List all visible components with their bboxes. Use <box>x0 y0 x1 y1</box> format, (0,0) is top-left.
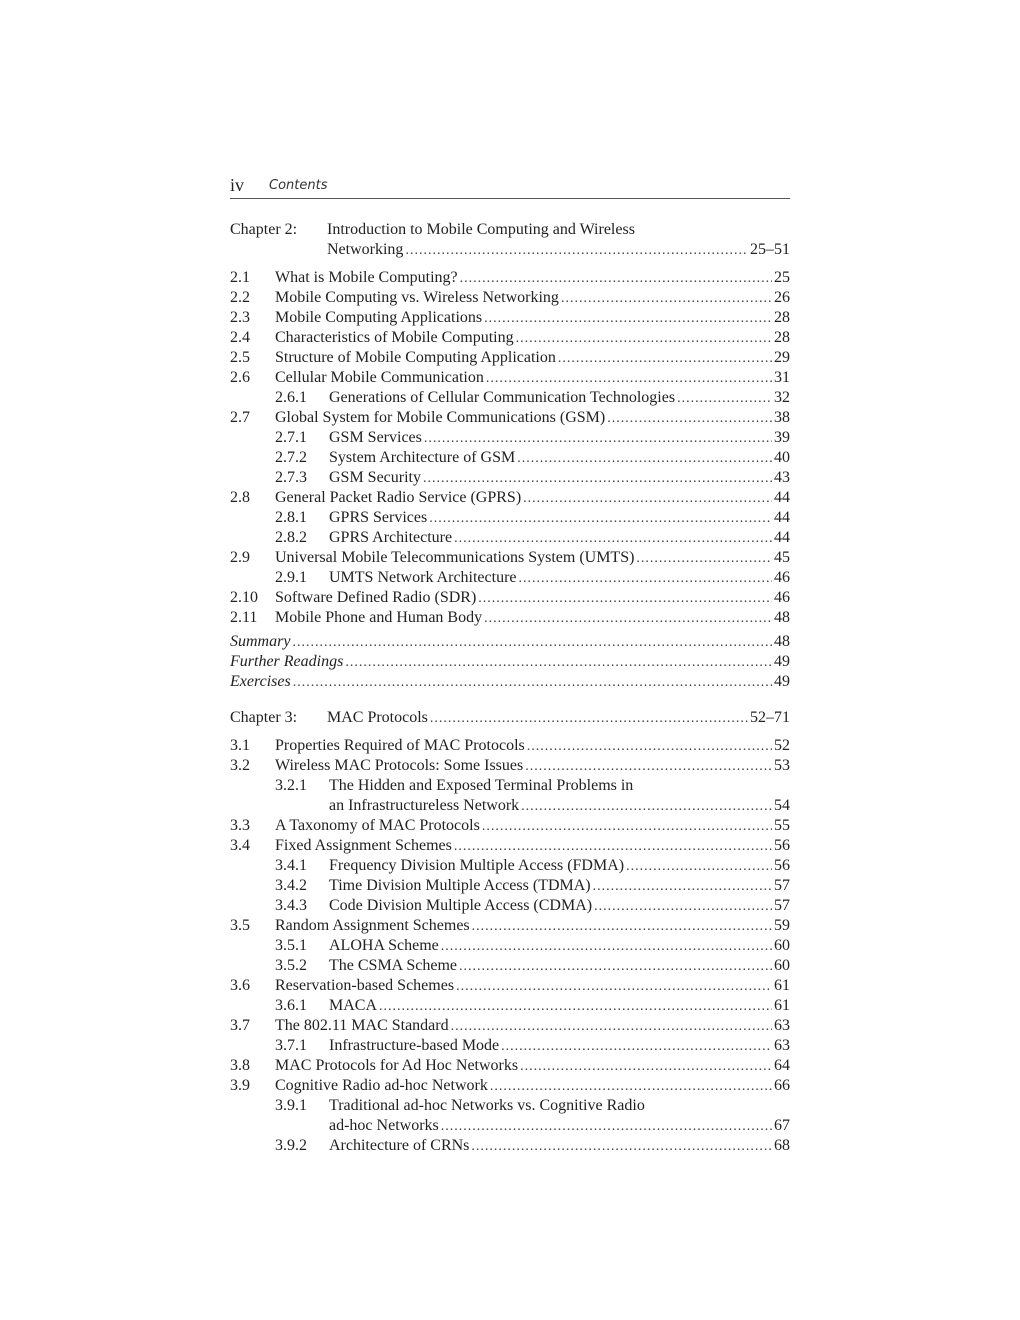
page-number: 66 <box>774 1077 790 1094</box>
leader-dots <box>484 608 772 629</box>
section-title: Fixed Assignment Schemes <box>275 837 452 854</box>
leader-dots <box>441 936 772 957</box>
page-number: 49 <box>774 673 790 690</box>
section-title: Mobile Computing Applications <box>275 309 483 326</box>
chapter-title-cont: Networking <box>327 241 404 258</box>
leader-dots <box>501 1036 772 1057</box>
toc-subentry-cont <box>230 796 790 816</box>
leader-dots <box>594 896 772 917</box>
section-title: Software Defined Radio (SDR) <box>275 589 477 606</box>
page-number: 56 <box>774 857 790 874</box>
page-number: 63 <box>774 1017 790 1034</box>
leader-dots <box>456 976 772 997</box>
section-title: Frequency Division Multiple Access (FDMA) <box>329 857 625 874</box>
chapter-label: Chapter 2: <box>230 221 298 238</box>
section-title: Properties Required of MAC Protocols <box>275 737 525 754</box>
page-number: 40 <box>774 449 790 466</box>
section-number: 2.8.2 <box>275 529 307 546</box>
section-number: 3.4.2 <box>275 877 307 894</box>
section-number: 2.2 <box>230 289 250 306</box>
leader-dots <box>517 448 772 469</box>
exercises-title: Exercises <box>230 673 291 690</box>
section-title: Characteristics of Mobile Computing <box>275 329 514 346</box>
section-number: 3.5 <box>230 917 250 934</box>
section-title: GSM Security <box>329 469 421 486</box>
leader-dots <box>607 408 772 429</box>
toc-entry <box>230 268 790 288</box>
section-title: Generations of Cellular Communication Technologies <box>329 389 676 406</box>
chapter-pages: 52–71 <box>750 709 790 726</box>
page-number: 44 <box>774 509 790 526</box>
section-title: Infrastructure-based Mode <box>329 1037 500 1054</box>
toc-entry <box>230 916 790 936</box>
section-number: 3.3 <box>230 817 250 834</box>
leader-dots <box>525 756 772 777</box>
leader-dots <box>516 328 772 349</box>
leader-dots <box>523 488 772 509</box>
toc-entry <box>230 1056 790 1076</box>
leader-dots <box>482 816 772 837</box>
section-number: 3.5.1 <box>275 937 307 954</box>
page-number: 32 <box>774 389 790 406</box>
further-readings-title: Further Readings <box>230 653 344 670</box>
leader-dots <box>460 268 772 289</box>
section-title: Code Division Multiple Access (CDMA) <box>329 897 593 914</box>
page-number: 52 <box>774 737 790 754</box>
leader-dots <box>472 916 772 937</box>
leader-dots <box>423 468 772 489</box>
section-title: Architecture of CRNs <box>329 1137 470 1154</box>
leader-dots <box>527 736 772 757</box>
section-number: 3.6.1 <box>275 997 307 1014</box>
section-number: 3.7.1 <box>275 1037 307 1054</box>
leader-dots <box>424 428 772 449</box>
section-number: 3.8 <box>230 1057 250 1074</box>
page-number: 64 <box>774 1057 790 1074</box>
section-title: General Packet Radio Service (GPRS) <box>275 489 522 506</box>
page-number: 38 <box>774 409 790 426</box>
section-title: Traditional ad-hoc Networks vs. Cognitive Radio <box>329 1097 645 1114</box>
toc-subentry <box>230 448 790 468</box>
leader-dots <box>521 796 772 817</box>
section-title: Mobile Phone and Human Body <box>275 609 483 626</box>
page-number: 60 <box>774 957 790 974</box>
section-number: 2.9 <box>230 549 250 566</box>
toc-subentry <box>230 428 790 448</box>
section-number: 2.9.1 <box>275 569 307 586</box>
toc-summary <box>230 632 790 652</box>
toc-entry <box>230 736 790 756</box>
section-title: Global System for Mobile Communications (GSM) <box>275 409 606 426</box>
section-number: 3.9.1 <box>275 1097 307 1114</box>
leader-dots <box>293 672 772 693</box>
section-title: Mobile Computing vs. Wireless Networking <box>275 289 559 306</box>
section-number: 3.2 <box>230 757 250 774</box>
leader-dots <box>430 708 748 729</box>
toc-entry <box>230 408 790 428</box>
section-number: 3.2.1 <box>275 777 307 794</box>
toc-subentry <box>230 1096 790 1116</box>
chapter-2-heading-cont <box>230 240 790 260</box>
toc-entry <box>230 308 790 328</box>
toc-subentry <box>230 896 790 916</box>
section-title: MACA <box>329 997 378 1014</box>
toc-entry <box>230 348 790 368</box>
section-number: 2.1 <box>230 269 250 286</box>
section-number: 3.4.1 <box>275 857 307 874</box>
chapter-title: Introduction to Mobile Computing and Wireless <box>327 221 635 238</box>
section-number: 2.5 <box>230 349 250 366</box>
section-title: Cognitive Radio ad-hoc Network <box>275 1077 488 1094</box>
toc-subentry <box>230 508 790 528</box>
leader-dots <box>519 568 772 589</box>
toc-subentry <box>230 1136 790 1156</box>
section-number: 2.10 <box>230 589 258 606</box>
page-number: 63 <box>774 1037 790 1054</box>
section-number: 2.7.2 <box>275 449 307 466</box>
section-number: 2.8 <box>230 489 250 506</box>
toc-further-readings <box>230 652 790 672</box>
toc-entry <box>230 976 790 996</box>
toc-entry <box>230 1016 790 1036</box>
leader-dots <box>345 652 772 673</box>
toc-subentry <box>230 568 790 588</box>
section-number: 2.6 <box>230 369 250 386</box>
page-number: 25 <box>774 269 790 286</box>
page-number: 43 <box>774 469 790 486</box>
leader-dots <box>484 308 772 329</box>
leader-dots <box>454 528 772 549</box>
leader-dots <box>593 876 772 897</box>
leader-dots <box>379 996 772 1017</box>
leader-dots <box>486 368 772 389</box>
section-title: MAC Protocols for Ad Hoc Networks <box>275 1057 519 1074</box>
chapter-label: Chapter 3: <box>230 709 298 726</box>
section-title: Time Division Multiple Access (TDMA) <box>329 877 591 894</box>
section-title: Cellular Mobile Communication <box>275 369 484 386</box>
page-number: 44 <box>774 529 790 546</box>
section-title: System Architecture of GSM <box>329 449 516 466</box>
section-number: 2.3 <box>230 309 250 326</box>
leader-dots <box>626 856 772 877</box>
toc-entry <box>230 548 790 568</box>
page-number: 46 <box>774 589 790 606</box>
toc-entry <box>230 756 790 776</box>
leader-dots <box>429 508 772 529</box>
page-number: 39 <box>774 429 790 446</box>
page-number: 56 <box>774 837 790 854</box>
leader-dots <box>292 632 772 653</box>
section-number: 3.9.2 <box>275 1137 307 1154</box>
section-number: 2.8.1 <box>275 509 307 526</box>
page-number: 57 <box>774 877 790 894</box>
toc-subentry <box>230 876 790 896</box>
section-number: 3.4.3 <box>275 897 307 914</box>
section-title: Universal Mobile Telecommunications System (UMTS) <box>275 549 635 566</box>
leader-dots <box>520 1056 772 1077</box>
page-folio: iv <box>230 175 245 195</box>
toc-entry <box>230 328 790 348</box>
page-number: 31 <box>774 369 790 386</box>
toc-entry <box>230 488 790 508</box>
section-number: 3.5.2 <box>275 957 307 974</box>
section-number: 3.9 <box>230 1077 250 1094</box>
leader-dots <box>451 1016 772 1037</box>
toc-subentry <box>230 996 790 1016</box>
page-number: 46 <box>774 569 790 586</box>
toc-entry <box>230 608 790 628</box>
page-number: 48 <box>774 609 790 626</box>
page-number: 61 <box>774 997 790 1014</box>
section-number: 3.4 <box>230 837 250 854</box>
leader-dots <box>558 348 772 369</box>
section-number: 3.1 <box>230 737 250 754</box>
section-number: 2.11 <box>230 609 258 626</box>
running-head-title: Contents <box>269 178 328 193</box>
section-title: Random Assignment Schemes <box>275 917 470 934</box>
page-number: 68 <box>774 1137 790 1154</box>
leader-dots <box>459 956 772 977</box>
leader-dots <box>441 1116 772 1137</box>
chapter-pages: 25–51 <box>750 241 790 258</box>
leader-dots <box>490 1076 772 1097</box>
toc-entry <box>230 836 790 856</box>
chapter-2-heading <box>230 220 790 240</box>
section-title: Wireless MAC Protocols: Some Issues <box>275 757 524 774</box>
leader-dots <box>677 388 772 409</box>
page-number: 55 <box>774 817 790 834</box>
section-title: GPRS Architecture <box>329 529 453 546</box>
toc-subentry-cont <box>230 1116 790 1136</box>
toc-entry <box>230 1076 790 1096</box>
section-number: 2.7.1 <box>275 429 307 446</box>
toc-subentry <box>230 1036 790 1056</box>
section-title: Structure of Mobile Computing Application <box>275 349 556 366</box>
section-title: What is Mobile Computing? <box>275 269 458 286</box>
toc-entry <box>230 816 790 836</box>
section-title: GPRS Services <box>329 509 428 526</box>
section-number: 3.7 <box>230 1017 250 1034</box>
page-number: 54 <box>774 797 790 814</box>
leader-dots <box>471 1136 772 1157</box>
page-number: 59 <box>774 917 790 934</box>
section-title: GSM Services <box>329 429 422 446</box>
toc-subentry <box>230 956 790 976</box>
page-number: 29 <box>774 349 790 366</box>
toc-exercises <box>230 672 790 692</box>
section-title: A Taxonomy of MAC Protocols <box>275 817 480 834</box>
page-number: 57 <box>774 897 790 914</box>
page-number: 53 <box>774 757 790 774</box>
section-title-cont: ad-hoc Networks <box>329 1117 439 1134</box>
chapter-3-heading <box>230 708 790 728</box>
page-number: 49 <box>774 653 790 670</box>
page-number: 28 <box>774 309 790 326</box>
page-number: 67 <box>774 1117 790 1134</box>
page-number: 45 <box>774 549 790 566</box>
page-number: 44 <box>774 489 790 506</box>
section-title: The 802.11 MAC Standard <box>275 1017 449 1034</box>
toc-subentry <box>230 936 790 956</box>
page-number: 26 <box>774 289 790 306</box>
leader-dots <box>478 588 772 609</box>
leader-dots <box>454 836 772 857</box>
section-title: Reservation-based Schemes <box>275 977 455 994</box>
section-title: The Hidden and Exposed Terminal Problems in <box>329 777 634 794</box>
toc-subentry <box>230 776 790 796</box>
section-number: 2.6.1 <box>275 389 307 406</box>
section-number: 3.6 <box>230 977 250 994</box>
page-number: 60 <box>774 937 790 954</box>
leader-dots <box>636 548 772 569</box>
section-number: 2.7.3 <box>275 469 307 486</box>
chapter-title: MAC Protocols <box>327 709 428 726</box>
table-of-contents <box>230 220 790 1156</box>
toc-subentry <box>230 528 790 548</box>
toc-subentry <box>230 388 790 408</box>
running-head <box>230 174 790 199</box>
toc-entry <box>230 588 790 608</box>
toc-entry <box>230 288 790 308</box>
section-title-cont: an Infrastructureless Network <box>329 797 520 814</box>
page-number: 28 <box>774 329 790 346</box>
summary-title: Summary <box>230 633 291 650</box>
page-number: 61 <box>774 977 790 994</box>
section-title: ALOHA Scheme <box>329 937 439 954</box>
section-number: 2.7 <box>230 409 250 426</box>
section-number: 2.4 <box>230 329 250 346</box>
section-title: UMTS Network Architecture <box>329 569 517 586</box>
toc-subentry <box>230 468 790 488</box>
toc-entry <box>230 368 790 388</box>
section-title: The CSMA Scheme <box>329 957 457 974</box>
leader-dots <box>405 240 748 261</box>
leader-dots <box>561 288 772 309</box>
toc-subentry <box>230 856 790 876</box>
page-number: 48 <box>774 633 790 650</box>
